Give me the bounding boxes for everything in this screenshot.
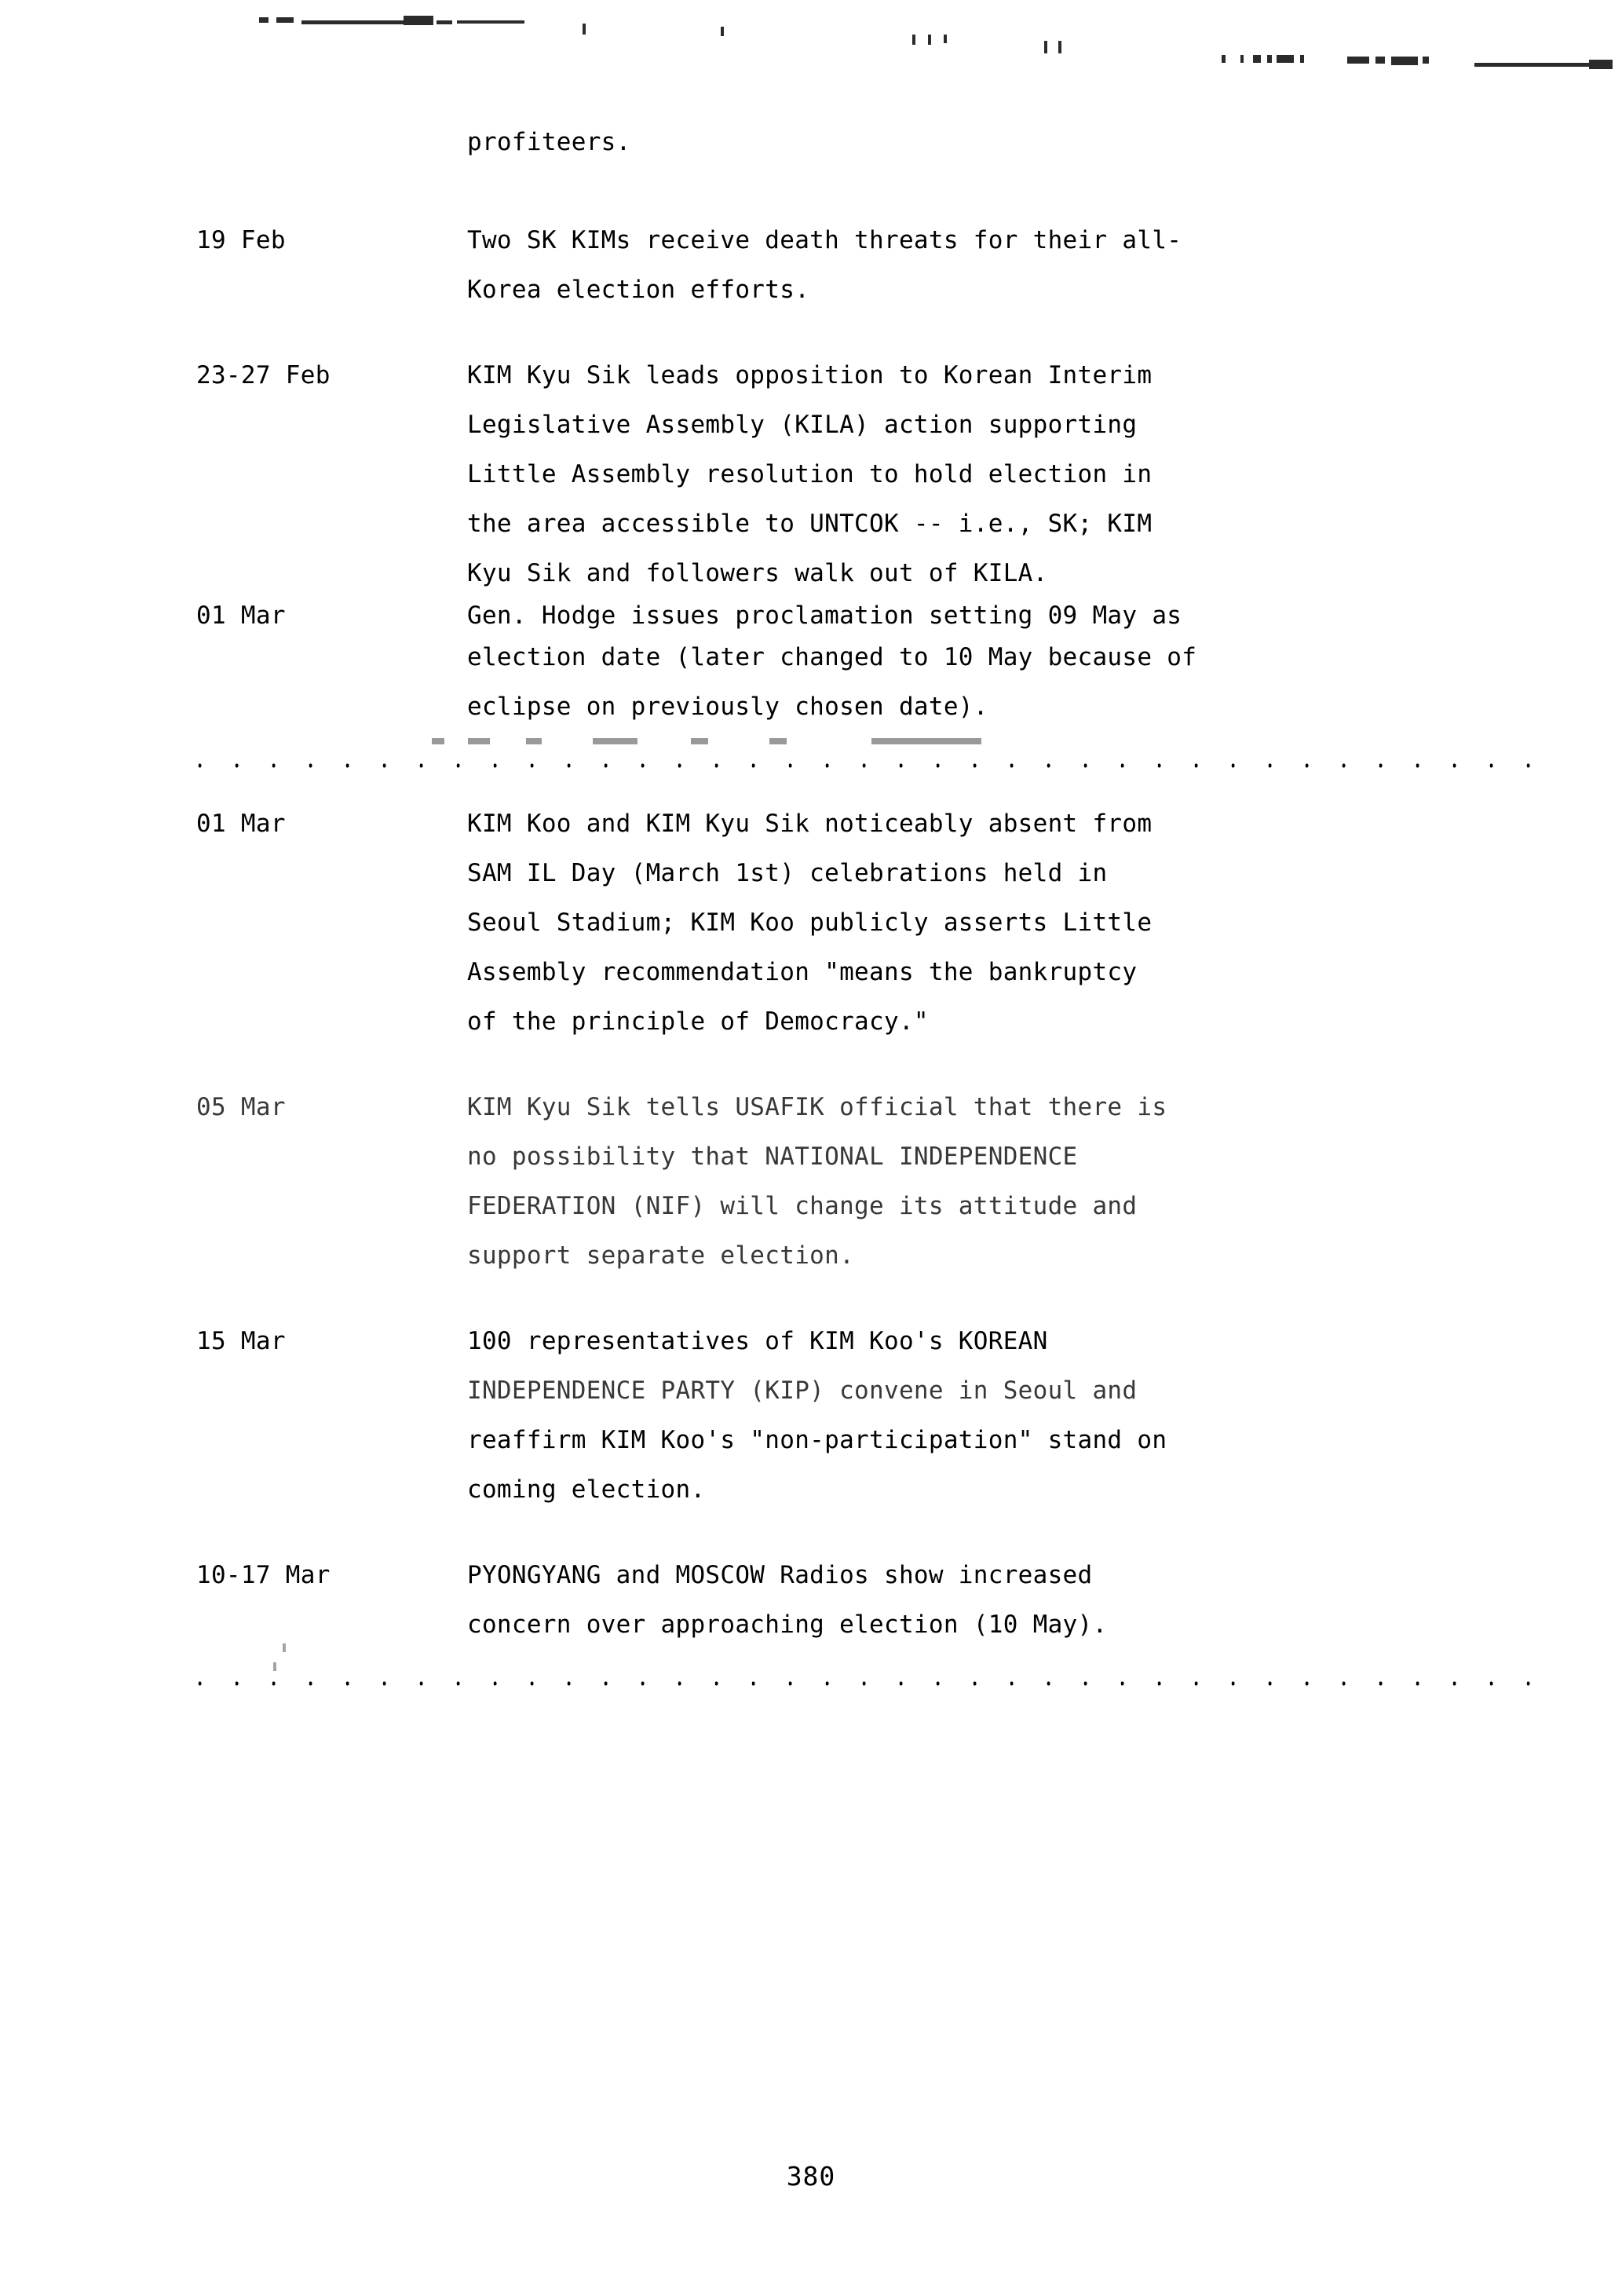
entry-line: of the principle of Democracy." [467,1007,929,1036]
entry-date: 10-17 Mar [196,1561,331,1589]
entry-line: 100 representatives of KIM Koo's KOREAN [467,1327,1048,1355]
entry-text [467,1317,1401,1515]
chronology-entry [0,799,1622,1047]
entry-text [467,1083,1401,1281]
entry-line: SAM IL Day (March 1st) celebrations held in [467,859,1108,887]
dotted-rule [196,1680,1531,1687]
entry-line: PYONGYANG and MOSCOW Radios show increased [467,1561,1093,1589]
document-body [0,118,1622,1697]
entry-date: 01 Mar [196,810,286,838]
chronology-entry [0,1083,1622,1281]
entry-line: KIM Koo and KIM Kyu Sik noticeably absent from [467,810,1153,838]
entry-line: no possibility that NATIONAL INDEPENDENCE [467,1143,1078,1171]
chronology-entry [0,1317,1622,1515]
entry-line: election date (later changed to 10 May because of [467,643,1197,671]
entry-text [467,216,1401,315]
entry-line: INDEPENDENCE PARTY (KIP) convene in Seoul and [467,1377,1138,1405]
entry-line: Little Assembly resolution to hold election in [467,460,1153,488]
section-separator [196,1670,1531,1697]
dotted-rule [196,762,1531,770]
entry-line: support separate election. [467,1241,855,1270]
entry-text [467,351,1401,598]
entry-text [467,598,1401,732]
entry-text [467,1551,1401,1650]
entry-line: KIM Kyu Sik leads opposition to Korean Interim [467,361,1153,389]
page-number: 380 [786,2161,836,2192]
entry-line: Seoul Stadium; KIM Koo publicly asserts Little [467,909,1153,937]
chronology-entry [0,351,1622,598]
scan-smudge [432,738,1028,744]
entry-line: coming election. [467,1475,706,1504]
entry-line: Assembly recommendation "means the bankruptcy [467,958,1138,986]
entry-line: the area accessible to UNTCOK -- i.e., SK; KIM [467,510,1153,538]
entry-line: KIM Kyu Sik tells USAFIK official that there is [467,1093,1167,1121]
entry-line: Legislative Assembly (KILA) action supporting [467,411,1138,439]
entry-date: 05 Mar [196,1093,286,1121]
section-separator [196,752,1531,779]
chronology-entry [0,216,1622,315]
entry-date: 01 Mar [196,601,286,630]
entry-line: Kyu Sik and followers walk out of KILA. [467,559,1048,587]
scan-artifacts [0,0,1622,71]
chronology-entry [0,598,1622,732]
entry-line: Korea election efforts. [467,276,810,304]
entry-line: reaffirm KIM Koo's "non-participation" stand on [467,1426,1167,1454]
entry-date: 19 Feb [196,226,286,254]
entry-line: concern over approaching election (10 May). [467,1610,1108,1639]
entry-text [467,799,1401,1047]
entry-line: eclipse on previously chosen date). [467,693,988,721]
entry-line: Gen. Hodge issues proclamation setting 09 May as [467,601,1182,630]
entry-line: Two SK KIMs receive death threats for their all- [467,226,1182,254]
entry-date: 15 Mar [196,1327,286,1355]
chronology-entry [0,1551,1622,1650]
lead-line: profiteers. [467,128,631,156]
entry-date: 23-27 Feb [196,361,331,389]
entry-line: FEDERATION (NIF) will change its attitude and [467,1192,1138,1220]
